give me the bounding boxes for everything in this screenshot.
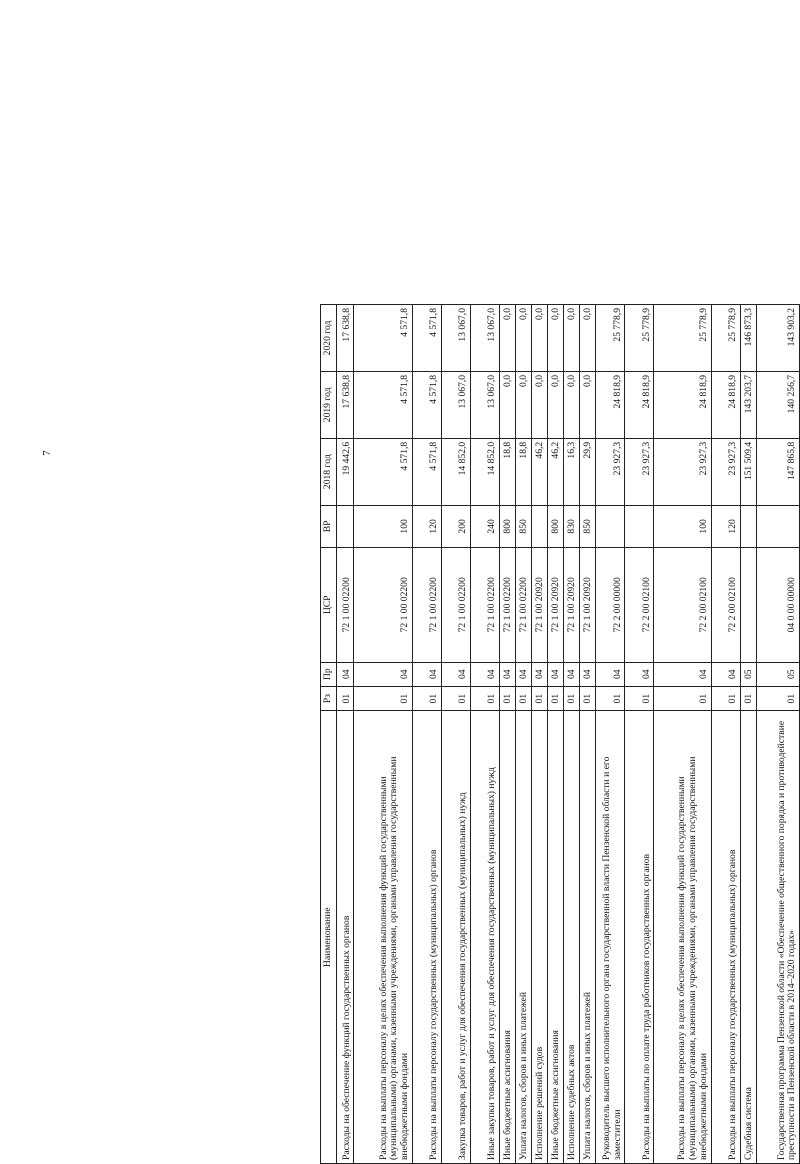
table-cell: [756, 505, 799, 547]
table-cell: 24 818,9: [654, 371, 711, 438]
table-cell: 4 571,8: [354, 438, 412, 505]
table-row: [354, 305, 412, 1164]
table-cell: Расходы на выплаты по оплате труда работников государственных органов: [625, 711, 654, 1164]
table-cell: 25 778,9: [654, 305, 711, 372]
table-row: [500, 305, 516, 1164]
table-cell: 0,0: [564, 305, 580, 372]
table-cell: 01: [625, 686, 654, 710]
table-cell: Уплата налогов, сборов и иных платежей: [516, 711, 532, 1164]
table-cell: Расходы на выплаты персоналу в целях обеспечения выполнения функций государственными (муниципальными) органами, казенными учреждениями, органами управления государственными внебюджетными фондами: [354, 711, 412, 1164]
table-cell: 01: [596, 686, 625, 710]
header-rz: Рз: [321, 686, 337, 710]
table-cell: 01: [756, 686, 799, 710]
header-name: Наименование: [321, 711, 337, 1164]
table-cell: 4 571,8: [412, 305, 441, 372]
table-row: [441, 305, 470, 1164]
header-2019: 2019 год: [321, 371, 337, 438]
table-row: [516, 305, 532, 1164]
table-cell: 0,0: [580, 305, 596, 372]
table-row: [654, 305, 711, 1164]
table-cell: 72 1 00 20920: [548, 548, 564, 662]
table-cell: 147 865,8: [756, 438, 799, 505]
table-row: [756, 305, 799, 1164]
table-cell: 72 1 00 02200: [500, 548, 516, 662]
table-cell: Исполнение решений судов: [532, 711, 548, 1164]
table-cell: Иные закупки товаров, работ и услуг для обеспечения государственных (муниципальных) нужд: [471, 711, 500, 1164]
table-cell: 04: [548, 662, 564, 686]
table-cell: 04: [354, 662, 412, 686]
table-cell: 140 256,7: [756, 371, 799, 438]
table-cell: 01: [471, 686, 500, 710]
table-body: [337, 305, 800, 1164]
table-cell: 04: [532, 662, 548, 686]
table-cell: 01: [516, 686, 532, 710]
table-cell: 05: [756, 662, 799, 686]
table-row: [625, 305, 654, 1164]
table-cell: Расходы на выплаты персоналу государственных (муниципальных) органов: [711, 711, 740, 1164]
table-cell: 72 1 00 02200: [354, 548, 412, 662]
table-cell: 13 067,0: [471, 371, 500, 438]
table-cell: Уплата налогов, сборов и иных платежей: [580, 711, 596, 1164]
table-cell: 23 927,3: [654, 438, 711, 505]
table-cell: 13 067,0: [471, 305, 500, 372]
table-cell: 04: [337, 662, 354, 686]
table-cell: 16,3: [564, 438, 580, 505]
table-cell: Иные бюджетные ассигнования: [500, 711, 516, 1164]
table-cell: 01: [412, 686, 441, 710]
table-cell: [337, 505, 354, 547]
table-cell: 29,9: [580, 438, 596, 505]
table-cell: 14 852,0: [471, 438, 500, 505]
table-cell: 146 873,3: [740, 305, 756, 372]
table-cell: 800: [500, 505, 516, 547]
table-cell: 04: [580, 662, 596, 686]
table-cell: 46,2: [532, 438, 548, 505]
table-row: [471, 305, 500, 1164]
table-row: [337, 305, 354, 1164]
header-2020: 2020 год: [321, 305, 337, 372]
table-cell: [740, 548, 756, 662]
table-cell: [596, 505, 625, 547]
page-number: 7: [40, 450, 53, 456]
table-cell: 72 1 00 02200: [412, 548, 441, 662]
table-cell: 0,0: [548, 371, 564, 438]
table-cell: 24 818,9: [711, 371, 740, 438]
table-cell: 01: [532, 686, 548, 710]
table-cell: 72 2 00 00000: [596, 548, 625, 662]
table-cell: 04: [516, 662, 532, 686]
table-cell: 04: [441, 662, 470, 686]
table-cell: 01: [654, 686, 711, 710]
table-cell: 01: [354, 686, 412, 710]
table-cell: 100: [354, 505, 412, 547]
table-cell: 850: [516, 505, 532, 547]
table-cell: 72 1 00 02200: [337, 548, 354, 662]
table-cell: 0,0: [564, 371, 580, 438]
table-cell: 120: [412, 505, 441, 547]
table-cell: 4 571,8: [412, 438, 441, 505]
table-cell: 04: [500, 662, 516, 686]
table-row: [532, 305, 548, 1164]
table-cell: Судебная система: [740, 711, 756, 1164]
table-row: [580, 305, 596, 1164]
table-cell: 46,2: [548, 438, 564, 505]
table-cell: 01: [548, 686, 564, 710]
table-cell: 72 2 00 02100: [654, 548, 711, 662]
table-container: [320, 304, 800, 1164]
table-cell: 04: [564, 662, 580, 686]
table-cell: 04: [471, 662, 500, 686]
table-cell: 01: [564, 686, 580, 710]
table-cell: 0,0: [516, 371, 532, 438]
table-cell: 72 1 00 02200: [471, 548, 500, 662]
table-cell: 800: [548, 505, 564, 547]
table-cell: [740, 505, 756, 547]
table-cell: 24 818,9: [625, 371, 654, 438]
table-cell: 850: [580, 505, 596, 547]
table-cell: 17 638,8: [337, 305, 354, 372]
table-cell: 13 067,0: [441, 305, 470, 372]
table-cell: 240: [471, 505, 500, 547]
table-cell: [625, 505, 654, 547]
table-cell: 18,8: [516, 438, 532, 505]
table-cell: 25 778,9: [711, 305, 740, 372]
table-cell: 14 852,0: [441, 438, 470, 505]
table-cell: 4 571,8: [354, 371, 412, 438]
table-cell: Иные бюджетные ассигнования: [548, 711, 564, 1164]
table-cell: 01: [711, 686, 740, 710]
table-cell: 04: [625, 662, 654, 686]
table-cell: Расходы на выплаты персоналу государственных (муниципальных) органов: [412, 711, 441, 1164]
table-cell: Исполнение судебных актов: [564, 711, 580, 1164]
table-cell: Расходы на обеспечение функций государственных органов: [337, 711, 354, 1164]
table-cell: 01: [500, 686, 516, 710]
header-vr: ВР: [321, 505, 337, 547]
table-cell: 0,0: [516, 305, 532, 372]
table-cell: Закупка товаров, работ и услуг для обеспечения государственных (муниципальных) нужд: [441, 711, 470, 1164]
table-cell: 72 1 00 20920: [580, 548, 596, 662]
table-cell: 143 203,7: [740, 371, 756, 438]
table-cell: 0,0: [532, 305, 548, 372]
header-pr: Пр: [321, 662, 337, 686]
header-row: [321, 305, 337, 1164]
table-cell: 120: [711, 505, 740, 547]
table-cell: 24 818,9: [596, 371, 625, 438]
table-row: [711, 305, 740, 1164]
table-cell: 72 1 00 02200: [516, 548, 532, 662]
header-csr: ЦСР: [321, 548, 337, 662]
budget-table: [320, 304, 800, 1164]
table-cell: 0,0: [532, 371, 548, 438]
table-cell: 04: [412, 662, 441, 686]
table-cell: 23 927,3: [596, 438, 625, 505]
table-cell: 72 2 00 02100: [711, 548, 740, 662]
table-cell: 04: [596, 662, 625, 686]
table-cell: 01: [740, 686, 756, 710]
table-cell: 04: [654, 662, 711, 686]
table-cell: Руководитель высшего исполнительного органа государственной власти Пензенской области и его заместители: [596, 711, 625, 1164]
table-cell: 72 1 00 02200: [441, 548, 470, 662]
table-cell: 151 509,4: [740, 438, 756, 505]
table-cell: 01: [580, 686, 596, 710]
table-cell: 25 778,9: [596, 305, 625, 372]
table-cell: 4 571,8: [412, 371, 441, 438]
table-cell: 25 778,9: [625, 305, 654, 372]
table-cell: 200: [441, 505, 470, 547]
table-cell: Государственная программа Пензенской области «Обеспечение общественного порядка и противодействие преступности в Пензенской области в 2014–2020 годах»: [756, 711, 799, 1164]
table-cell: 72 2 00 02100: [625, 548, 654, 662]
table-cell: 143 903,2: [756, 305, 799, 372]
table-cell: 04: [711, 662, 740, 686]
table-row: [596, 305, 625, 1164]
table-cell: 4 571,8: [354, 305, 412, 372]
table-cell: 23 927,3: [711, 438, 740, 505]
table-cell: 72 1 00 20920: [564, 548, 580, 662]
table-cell: [532, 505, 548, 547]
table-cell: Расходы на выплаты персоналу в целях обеспечения выполнения функций государственными (муниципальными) органами, казенными учреждениями, органами управления государственными внебюджетными фондами: [654, 711, 711, 1164]
header-2018: 2018 год: [321, 438, 337, 505]
table-cell: 05: [740, 662, 756, 686]
table-cell: 0,0: [500, 305, 516, 372]
table-cell: 19 442,6: [337, 438, 354, 505]
table-row: [564, 305, 580, 1164]
table-row: [548, 305, 564, 1164]
table-cell: 01: [441, 686, 470, 710]
table-row: [740, 305, 756, 1164]
table-cell: 0,0: [500, 371, 516, 438]
table-cell: 23 927,3: [625, 438, 654, 505]
table-row: [412, 305, 441, 1164]
table-cell: 830: [564, 505, 580, 547]
table-cell: 13 067,0: [441, 371, 470, 438]
table-cell: 01: [337, 686, 354, 710]
rotated-page: [320, 304, 800, 1164]
table-cell: 0,0: [580, 371, 596, 438]
table-cell: 04 0 00 00000: [756, 548, 799, 662]
table-cell: 100: [654, 505, 711, 547]
table-cell: 72 1 00 20920: [532, 548, 548, 662]
table-cell: 0,0: [548, 305, 564, 372]
table-cell: 17 638,8: [337, 371, 354, 438]
table-cell: 18,8: [500, 438, 516, 505]
